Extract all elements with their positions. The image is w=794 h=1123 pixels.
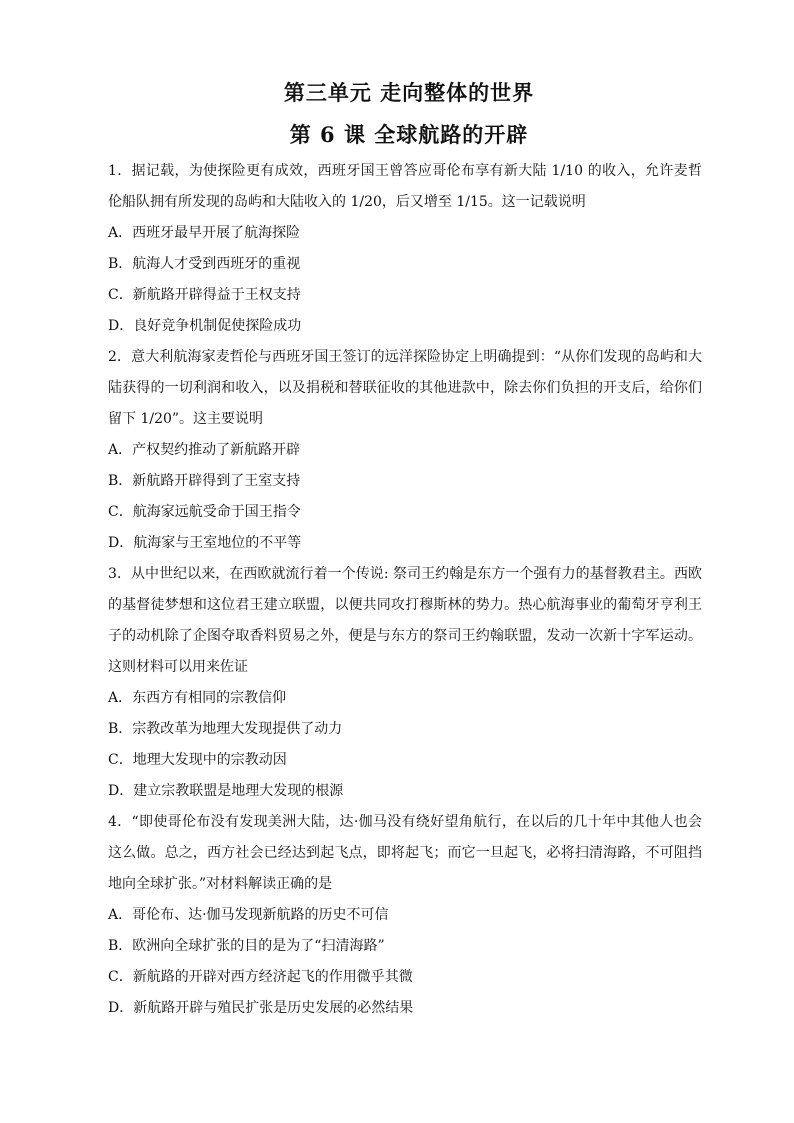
question-3 [108, 559, 702, 807]
option-a: A．哥伦布、达·伽马发现新航路的历史不可信 [108, 907, 389, 923]
option-c: C．新航路开辟得益于王权支持 [108, 287, 301, 303]
unit-title: 第三单元 走向整体的世界 [283, 80, 535, 105]
option-c: C．新航路的开辟对西方经济起飞的作用微乎其微 [108, 969, 413, 985]
option-c: C．地理大发现中的宗教动因 [108, 752, 287, 768]
question-stem: 3．从中世纪以来，在西欧就流行着一个传说: 祭司王约翰是东方一个强有力的基督教君主。西欧的基督徒梦想和这位君王建立联盟，以便共同攻打穆斯林的势力。热心航海事业的葡萄牙亨利王子的动机除了企图夺取香料贸易之外，便是与东方的祭司王约翰联盟，发动一次新十字军运动。这则材料可以用来佐证 [108, 566, 702, 675]
option-a: A．产权契约推动了新航路开辟 [108, 442, 301, 458]
question-4 [108, 807, 702, 1024]
question-stem: 2．意大利航海家麦哲伦与西班牙国王签订的远洋探险协定上明确提到：“从你们发现的岛屿和大陆获得的一切利润和收入，以及捐税和替联征收的其他进款中，除去你们负担的开支后，给你们留下 1/20”。这主要说明 [108, 349, 702, 427]
option-a: A．东西方有相同的宗教信仰 [108, 690, 287, 706]
option-b: B．航海人才受到西班牙的重视 [108, 256, 301, 272]
question-1 [108, 156, 702, 342]
question-stem: 4．“即使哥伦布没有发现美洲大陆，达·伽马没有绕好望角航行，在以后的几十年中其他人也会这么做。总之，西方社会已经达到起飞点，即将起飞；而它一旦起飞，必将扫清海路，不可阻挡地向全球扩张。”对材料解读正确的是 [108, 814, 702, 892]
option-d: D．建立宗教联盟是地理大发现的根源 [108, 783, 344, 799]
lesson-title: 第 6 课 全球航路的开辟 [289, 122, 529, 147]
option-c: C．航海家远航受命于国王指令 [108, 504, 301, 520]
question-2 [108, 342, 702, 559]
option-d: D．新航路开辟与殖民扩张是历史发展的必然结果 [108, 1000, 414, 1016]
option-b: B．宗教改革为地理大发现提供了动力 [108, 721, 343, 737]
option-b: B．欧洲向全球扩张的目的是为了“扫清海路” [108, 938, 385, 954]
option-d: D．良好竞争机制促使探险成功 [108, 318, 302, 334]
option-b: B．新航路开辟得到了王室支持 [108, 473, 301, 489]
option-a: A．西班牙最早开展了航海探险 [108, 225, 301, 241]
option-d: D．航海家与王室地位的不平等 [108, 535, 302, 551]
question-stem: 1．据记载，为使探险更有成效，西班牙国王曾答应哥伦布享有新大陆 1/10 的收入，允许麦哲伦船队拥有所发现的岛屿和大陆收入的 1/20，后又增至 1/15。这一记载说明 [108, 163, 702, 210]
